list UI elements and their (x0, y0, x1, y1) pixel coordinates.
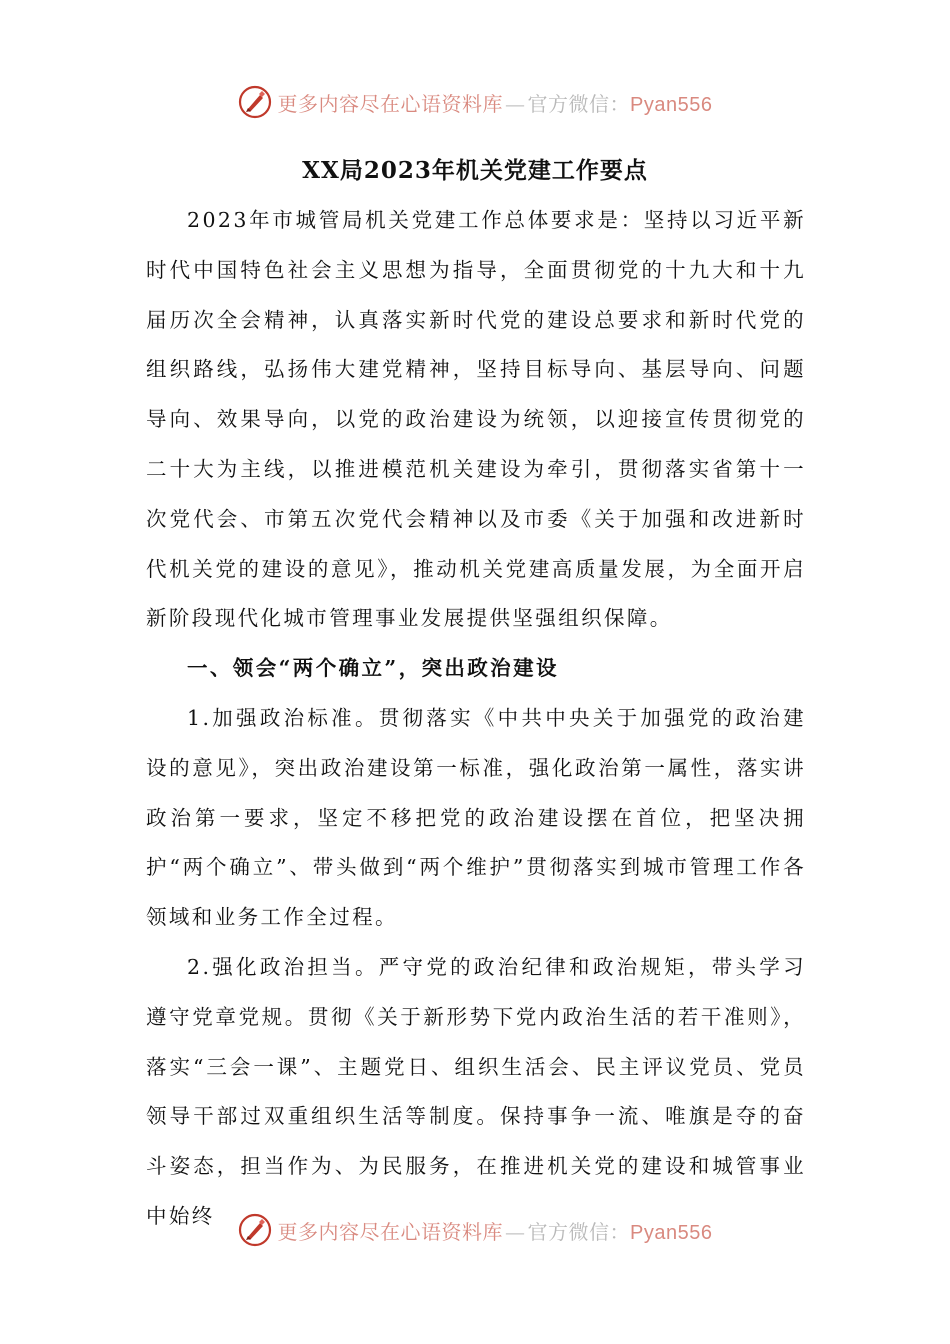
pen-logo-icon (238, 85, 272, 119)
watermark-official-label: 官方微信： (527, 91, 631, 116)
document-title: XX局2023年机关党建工作要点 (302, 157, 648, 184)
watermark-header (0, 82, 950, 122)
watermark-footer (0, 1210, 950, 1250)
watermark-wechat-id: Pyan556 (630, 93, 713, 116)
section-heading-1: 一、领会“两个确立”，突出政治建设 (187, 656, 559, 681)
watermark-text (278, 88, 713, 117)
document-body (146, 196, 806, 1242)
item-paragraph-2: 2.强化政治担当。严守党的政治纪律和政治规矩，带头学习遵守党章党规。贯彻《关于新形势下党内政治生活的若干准则》，落实“三会一课”、主题党日、组织生活会、民主评议党员、党员领导干部过双重组织生活等制度。保持事争一流、唯旗是夺的奋斗姿态，担当作为、为民服务，在推进机关党的建设和城管事业中始终 (146, 954, 806, 1228)
watermark-library: 更多内容尽在心语资料库 (277, 91, 504, 116)
watermark-text (278, 1216, 713, 1245)
watermark-library: 更多内容尽在心语资料库 (277, 1219, 504, 1244)
watermark-wechat-id: Pyan556 (630, 1221, 713, 1244)
watermark-dash: — (505, 1219, 526, 1244)
intro-paragraph: 2023年市城管局机关党建工作总体要求是：坚持以习近平新时代中国特色社会主义思想为指导，全面贯彻党的十九大和十九届历次全会精神，认真落实新时代党的建设总要求和新时代党的组织路线，弘扬伟大建党精神，坚持目标导向、基层导向、问题导向、效果导向，以党的政治建设为统领，以迎接宣传贯彻党的二十大为主线，以推进模范机关建设为牵引，贯彻落实省第十一次党代会、市第五次党代会精神以及市委《关于加强和改进新时代机关党的建设的意见》，推动机关党建高质量发展，为全面开启新阶段现代化城市管理事业发展提供坚强组织保障。 (146, 208, 806, 631)
watermark-official-label: 官方微信： (527, 1219, 631, 1244)
item-paragraph-1: 1.加强政治标准。贯彻落实《中共中央关于加强党的政治建设的意见》，突出政治建设第一标准，强化政治第一属性，落实讲政治第一要求，坚定不移把党的政治建设摆在首位，把坚决拥护“两个确立”、带头做到“两个维护”贯彻落实到城市管理工作各领域和业务工作全过程。 (146, 705, 806, 930)
watermark-dash: — (505, 91, 526, 116)
pen-logo-icon (238, 1213, 272, 1247)
